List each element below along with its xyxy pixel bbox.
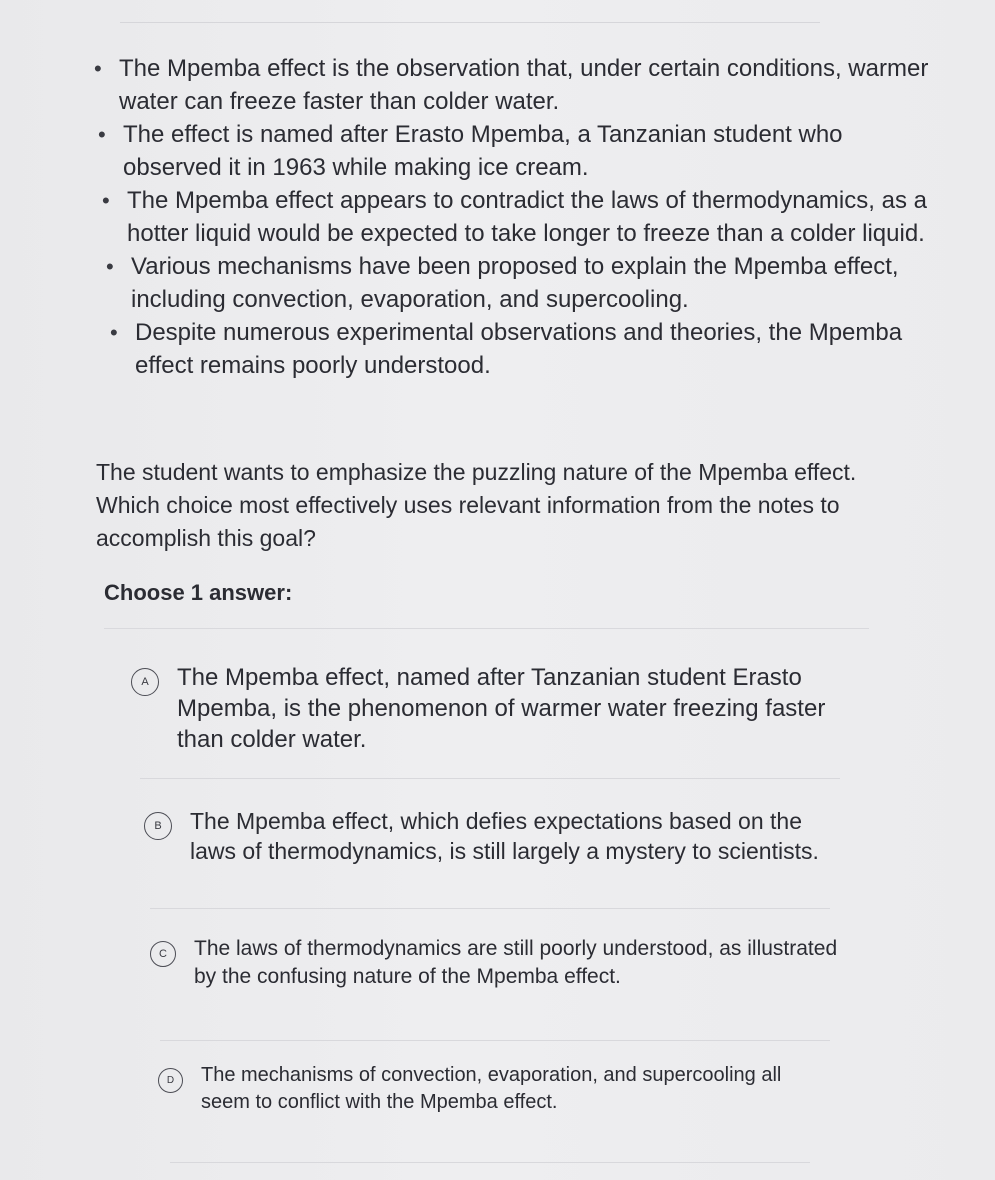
note-text: Despite numerous experimental observations and theories, the Mpemba effect remains poorly understood.: [135, 319, 903, 379]
answer-option-d[interactable]: [158, 1062, 798, 1116]
answer-text-b: The Mpemba effect, which defies expectations based on the laws of thermodynamics, is still largely a mystery to scientists.: [190, 808, 819, 864]
bullet-icon: •: [94, 56, 102, 81]
answer-divider: [170, 1162, 810, 1163]
radio-d-icon[interactable]: D: [158, 1068, 183, 1093]
note-text: The Mpemba effect is the observation that, under certain conditions, warmer water can freeze faster than colder water.: [119, 55, 929, 115]
radio-a-icon[interactable]: A: [131, 668, 159, 696]
bullet-icon: •: [98, 122, 106, 147]
answer-option-a[interactable]: [131, 662, 831, 755]
answer-option-c[interactable]: [150, 935, 840, 991]
answer-divider: [140, 778, 840, 779]
bullet-icon: •: [110, 320, 118, 345]
answer-divider: [150, 908, 830, 909]
radio-b-icon[interactable]: B: [144, 812, 172, 840]
answer-text-d: The mechanisms of convection, evaporation, and supercooling all seem to conflict with the Mpemba effect.: [201, 1064, 782, 1113]
bullet-icon: •: [106, 254, 114, 279]
note-text: Various mechanisms have been proposed to explain the Mpemba effect, including convection, evaporation, and supercooling.: [131, 253, 899, 313]
answer-text-a: The Mpemba effect, named after Tanzanian student Erasto Mpemba, is the phenomenon of warmer water freezing faster than colder water.: [177, 664, 826, 753]
radio-c-icon[interactable]: C: [150, 941, 176, 967]
note-text: The effect is named after Erasto Mpemba, a Tanzanian student who observed it in 1963 while making ice cream.: [123, 121, 843, 181]
note-text: The Mpemba effect appears to contradict the laws of thermodynamics, as a hotter liquid would be expected to take longer to freeze than a colder liquid.: [127, 187, 927, 247]
answer-option-b[interactable]: [144, 806, 844, 866]
question-prompt: The student wants to emphasize the puzzling nature of the Mpemba effect. Which choice most effectively uses relevant information from the notes to accomplish this goal?: [96, 459, 857, 551]
answer-text-c: The laws of thermodynamics are still poorly understood, as illustrated by the confusing nature of the Mpemba effect.: [194, 937, 838, 988]
choose-answer-label: Choose 1 answer:: [104, 580, 293, 605]
answer-divider: [160, 1040, 830, 1041]
bullet-icon: •: [102, 188, 110, 213]
